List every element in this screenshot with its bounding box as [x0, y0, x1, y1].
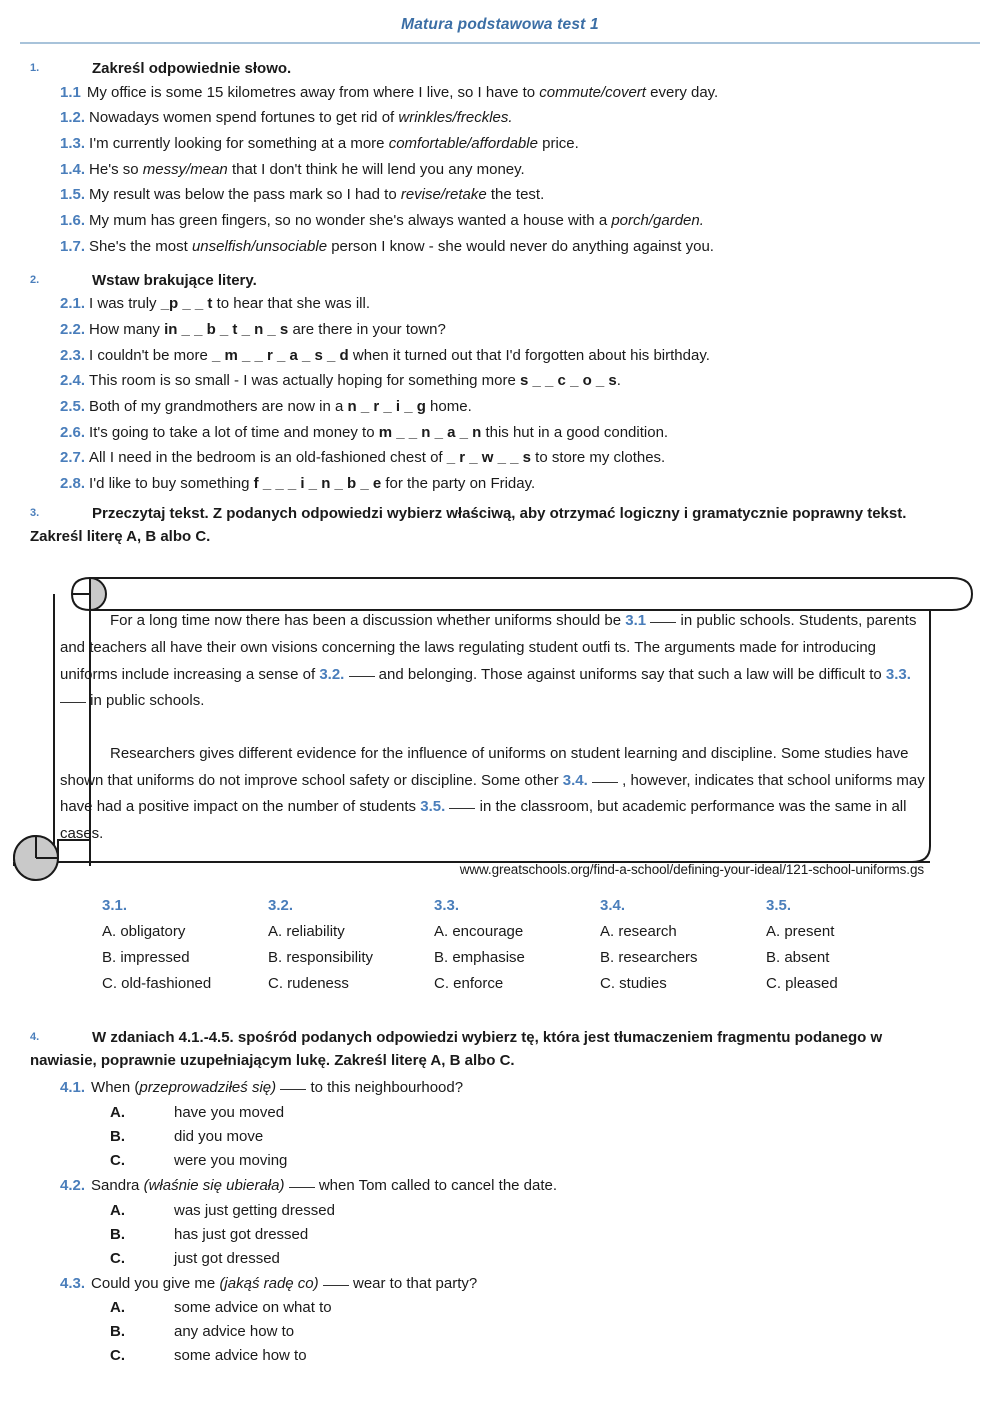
option-c[interactable]: C. rudeness [268, 975, 349, 993]
option-a[interactable]: A. present [766, 923, 835, 941]
option-b[interactable]: B. emphasise [434, 949, 525, 967]
item-number: 2.8. [60, 475, 86, 493]
item-choice-word[interactable]: unselfish/unsociable [191, 237, 328, 255]
option-c[interactable]: C. studies [600, 975, 667, 993]
item-post: when it turned out that I'd forgotten about his birthday. [348, 346, 710, 364]
item-letter-gap[interactable]: _ m _ _ r _ a _ s _ d [211, 346, 349, 364]
page-header [0, 0, 1000, 44]
exercise-3-option-column [268, 897, 434, 1001]
item-number: 1.4. [60, 160, 86, 178]
item-letter-gap[interactable]: f _ _ _ i _ n _ b _ e [253, 475, 382, 493]
gap-blank-4[interactable] [592, 782, 618, 783]
reading-source-url: www.greatschools.org/find-a-school/defining-your-ideal/121-school-uniforms.gs [459, 861, 924, 877]
answer-letter: A. [110, 1299, 125, 1317]
item-text [89, 320, 980, 339]
item-text [89, 397, 980, 416]
option-c[interactable]: C. enforce [434, 975, 504, 993]
option-a[interactable]: A. obligatory [102, 923, 186, 941]
answer-letter: A. [110, 1104, 125, 1121]
exercise-4-answer-option[interactable] [0, 1128, 1000, 1145]
question-polish-hint: (jakąś radę co) [219, 1274, 319, 1292]
item-number: 2.1. [60, 295, 86, 313]
exercise-3 [0, 503, 1000, 1001]
exercise-4-answer-option[interactable] [0, 1323, 1000, 1340]
exercise-2-item [0, 423, 1000, 442]
item-post: price. [537, 134, 579, 152]
exercise-1-item [0, 185, 1000, 204]
exercise-3-option-column [102, 897, 268, 1001]
exercise-4-answer-option[interactable] [0, 1347, 1000, 1364]
item-pre: Nowadays women spend fortunes to get rid of [89, 109, 399, 127]
answer-text: have you moved [174, 1104, 285, 1121]
exercise-1-header [0, 58, 1000, 81]
exercise-4-question [0, 1078, 1000, 1097]
reading-scroll [0, 566, 1000, 891]
gap-blank-3[interactable] [60, 702, 86, 703]
answer-letter: C. [110, 1152, 125, 1169]
exercise-4-question [0, 1176, 1000, 1195]
reading-paragraph-2 [60, 741, 932, 848]
item-number: 2.6. [60, 423, 86, 441]
exercise-3-option-column [766, 897, 932, 1001]
item-choice-word[interactable]: commute/covert [539, 83, 646, 101]
answer-letter: C. [110, 1249, 125, 1267]
reading-gap-3-5: 3.5. [420, 798, 446, 816]
item-letter-gap[interactable]: in _ _ b _ t _ n _ s [164, 321, 289, 338]
question-number: 4.2. [60, 1177, 86, 1194]
item-letter-gap[interactable]: s _ _ c _ o _ s [520, 372, 617, 390]
question-number: 4.3. [60, 1274, 86, 1292]
item-text [89, 474, 980, 493]
reading-p1-seg2: in public schools. Students, parents and teachers all have their own visions concerning the laws regulating student outfi ts. The arguments made for introducing uniforms include increasing a sense of [60, 612, 917, 683]
option-b[interactable]: B. responsibility [268, 949, 374, 967]
answer-letter: B. [110, 1323, 125, 1341]
item-letter-gap[interactable]: _ r _ w _ _ s [446, 449, 531, 467]
gap-blank-2[interactable] [349, 676, 375, 677]
reading-p1-seg1: For a long time now there has been a discussion whether uniforms should be [110, 612, 626, 630]
question-blank[interactable] [289, 1187, 315, 1188]
item-number: 1.6. [60, 211, 86, 229]
answer-text: were you moving [174, 1152, 288, 1169]
answer-letter: A. [110, 1201, 125, 1219]
exercise-4-instruction-line-1: W zdaniach 4.1.-4.5. spośród podanych odpowiedzi wybierz tę, która jest tłumaczeniem fragmentu podanego w [92, 1029, 883, 1047]
option-a[interactable]: A. reliability [268, 923, 345, 941]
option-a[interactable]: A. research [600, 923, 677, 941]
exercise-4-answer-option[interactable] [0, 1299, 1000, 1316]
item-post: . [616, 372, 621, 390]
item-number: 2.3. [60, 346, 86, 364]
item-text [89, 448, 980, 467]
exercise-2 [0, 270, 1000, 494]
exercise-4-answer-option[interactable] [0, 1250, 1000, 1267]
answer-letter: B. [110, 1128, 125, 1145]
item-post: the test. [486, 186, 545, 204]
question-pre: When ( [91, 1079, 140, 1097]
item-pre: My office is some 15 kilometres away from where I live, so I have to [86, 83, 540, 101]
item-pre: All I need in the bedroom is an old-fashioned chest of [89, 449, 447, 467]
item-post: person I know - she would never do anything against you. [327, 237, 714, 255]
item-pre: It's going to take a lot of time and money to [89, 423, 379, 441]
option-column-header: 3.1. [102, 897, 128, 915]
item-number: 1.5. [60, 186, 86, 204]
item-letter-gap[interactable]: n _ r _ i _ g [347, 398, 426, 416]
exercise-4 [0, 1027, 1000, 1364]
reading-gap-3-4: 3.4. [562, 771, 588, 789]
exercise-2-header [0, 270, 1000, 293]
option-c[interactable]: C. pleased [766, 975, 838, 993]
item-text [89, 134, 980, 153]
item-pre: I'd like to buy something [89, 475, 254, 493]
item-pre: I couldn't be more [89, 346, 212, 364]
reading-gap-3-2: 3.2. [319, 665, 345, 683]
answer-text: some advice how to [174, 1347, 307, 1365]
item-text [89, 294, 980, 313]
question-text [91, 1274, 980, 1293]
exercise-1-instruction: Zakreśl odpowiednie słowo. [92, 60, 292, 77]
item-pre: My mum has green fingers, so no wonder she's always wanted a house with a [89, 211, 612, 229]
item-number: 1.3. [60, 134, 86, 152]
item-text [89, 211, 980, 230]
item-choice-word[interactable]: porch/garden. [611, 211, 704, 229]
exercise-3-options-grid [0, 897, 1000, 1001]
item-post: that I don't think he will lend you any money. [227, 160, 525, 178]
answer-text: was just getting dressed [174, 1201, 335, 1219]
exercise-3-instruction-line-1: Przeczytaj tekst. Z podanych odpowiedzi wybierz właściwą, aby otrzymać logiczny i gramatycznie poprawny tekst. [92, 505, 907, 523]
question-post: wear to that party? [348, 1274, 478, 1292]
reading-p2-seg2: , however, indicates that school uniforms may have had a positive impact on the number of students [60, 771, 925, 816]
question-polish-hint: przeprowadziłeś się) [139, 1079, 277, 1097]
item-choice-word[interactable]: comfortable/affordable [388, 134, 538, 152]
item-pre: This room is so small - I was actually hoping for something more [89, 372, 521, 390]
item-post: to hear that she was ill. [212, 295, 370, 313]
exercise-2-number: 2. [30, 273, 40, 286]
item-pre: She's the most [89, 237, 192, 255]
question-text [91, 1078, 980, 1097]
question-number: 4.1. [60, 1079, 86, 1097]
item-post: every day. [645, 83, 719, 101]
reading-passage [60, 608, 932, 882]
reading-p1-seg3: and belonging. Those against uniforms say that such a law will be difficult to [374, 665, 886, 683]
answer-text: just got dressed [174, 1249, 280, 1267]
exercise-1-items [0, 83, 1000, 256]
exercise-2-instruction: Wstaw brakujące litery. [92, 271, 257, 289]
item-post: home. [425, 398, 472, 416]
item-text [87, 83, 980, 102]
option-column-header: 3.2. [268, 897, 294, 915]
item-post: are there in your town? [288, 321, 446, 338]
exercise-4-instruction-line-2: nawiasie, poprawnie uzupełniającym lukę. Zakreśl literę A, B albo C. [30, 1051, 515, 1069]
option-c[interactable]: C. old-fashioned [102, 975, 212, 993]
question-text [91, 1176, 980, 1195]
item-number: 2.5. [60, 398, 86, 416]
gap-blank-1[interactable] [650, 622, 676, 623]
exercise-2-item [0, 320, 1000, 339]
exercise-4-number: 4. [30, 1031, 40, 1044]
answer-letter: C. [110, 1347, 125, 1365]
option-column-header: 3.4. [600, 897, 626, 915]
item-text [89, 371, 980, 390]
exercise-1-item [0, 237, 1000, 256]
exercise-2-item [0, 448, 1000, 467]
exercise-4-answer-option[interactable] [0, 1226, 1000, 1243]
exercise-1-item [0, 160, 1000, 179]
question-post: when Tom called to cancel the date. [314, 1177, 558, 1194]
item-text [89, 237, 980, 256]
exercise-1-item [0, 211, 1000, 230]
exercise-2-item [0, 474, 1000, 493]
reading-p1-seg4: in public schools. [86, 692, 205, 710]
option-a[interactable]: A. encourage [434, 923, 524, 941]
option-b[interactable]: B. absent [766, 949, 830, 967]
question-blank[interactable] [280, 1089, 306, 1090]
header-divider [20, 42, 980, 44]
item-pre: I'm currently looking for something at a more [89, 134, 389, 152]
gap-blank-5[interactable] [449, 808, 475, 809]
item-choice-word[interactable]: revise/retake [400, 186, 487, 204]
item-pre: My result was below the pass mark so I had to [89, 186, 401, 204]
answer-text: did you move [174, 1128, 264, 1145]
question-pre: Sandra [91, 1177, 144, 1194]
item-post: this hut in a good condition. [481, 423, 669, 441]
reading-gap-3-1: 3.1 [625, 612, 647, 630]
answer-text: has just got dressed [174, 1225, 309, 1243]
item-text [89, 160, 980, 179]
exercise-1-item [0, 83, 1000, 102]
exercise-1-item [0, 134, 1000, 153]
item-choice-word[interactable]: wrinkles/freckles. [398, 109, 513, 127]
exercise-3-number: 3. [30, 507, 40, 520]
exercise-2-item [0, 294, 1000, 313]
reading-paragraph-1 [60, 608, 932, 715]
item-number: 1.2. [60, 109, 86, 127]
item-number: 1.1 [60, 83, 81, 101]
answer-text: some advice on what to [174, 1299, 332, 1317]
item-text [89, 346, 980, 365]
reading-p2-seg3: in the classroom, but academic performance was the same in all cases. [60, 798, 907, 843]
option-column-header: 3.5. [766, 897, 792, 915]
item-pre: Both of my grandmothers are now in a [89, 398, 348, 416]
answer-letter: B. [110, 1225, 125, 1243]
exercise-2-items [0, 294, 1000, 493]
item-number: 2.7. [60, 449, 86, 467]
option-b[interactable]: B. impressed [102, 949, 190, 967]
page-title: Matura podstawowa test 1 [401, 16, 599, 33]
item-post: for the party on Friday. [381, 475, 536, 493]
question-post: to this neighbourhood? [306, 1079, 464, 1097]
item-letter-gap[interactable]: _p _ _ t [160, 295, 213, 313]
item-number: 2.4. [60, 372, 86, 390]
exercise-3-option-column [600, 897, 766, 1001]
option-b[interactable]: B. researchers [600, 949, 698, 967]
exercise-4-answer-option[interactable] [0, 1202, 1000, 1219]
exercise-3-header [0, 503, 1000, 526]
reading-gap-3-3: 3.3. [885, 665, 911, 683]
item-post: to store my clothes. [531, 449, 666, 467]
question-blank[interactable] [323, 1285, 349, 1286]
item-pre: He's so [89, 160, 143, 178]
exercise-4-questions [0, 1078, 1000, 1364]
option-column-header: 3.3. [434, 897, 460, 915]
question-pre: Could you give me [91, 1274, 220, 1292]
item-choice-word[interactable]: messy/mean [142, 160, 228, 178]
item-text [89, 423, 980, 442]
exercise-4-answer-option[interactable] [0, 1152, 1000, 1169]
exercise-2-item [0, 346, 1000, 365]
exercise-2-item [0, 397, 1000, 416]
item-pre: How many [89, 321, 165, 338]
item-text [89, 185, 980, 204]
exercise-4-answer-option[interactable] [0, 1104, 1000, 1121]
exercise-2-item [0, 371, 1000, 390]
item-number: 2.2. [60, 321, 86, 338]
exercise-3-option-column [434, 897, 600, 1001]
exercise-4-question [0, 1274, 1000, 1293]
answer-text: any advice how to [174, 1323, 295, 1341]
exercise-4-header [0, 1027, 1000, 1050]
reading-p2-seg1: Researchers gives different evidence for the influence of uniforms on student learning and discipline. Some studies have shown that uniforms do not improve school safety or discipline. Some other [60, 745, 909, 789]
exercise-1-item [0, 108, 1000, 127]
item-text [89, 108, 980, 127]
item-letter-gap[interactable]: m _ _ n _ a _ n [378, 423, 482, 441]
item-pre: I was truly [89, 295, 161, 313]
exercise-3-instruction-line-2: Zakreśl literę A, B albo C. [30, 527, 211, 545]
exercise-1 [0, 58, 1000, 256]
item-number: 1.7. [60, 237, 86, 255]
question-polish-hint: (właśnie się ubierała) [143, 1177, 285, 1194]
exercise-1-number: 1. [30, 62, 40, 74]
